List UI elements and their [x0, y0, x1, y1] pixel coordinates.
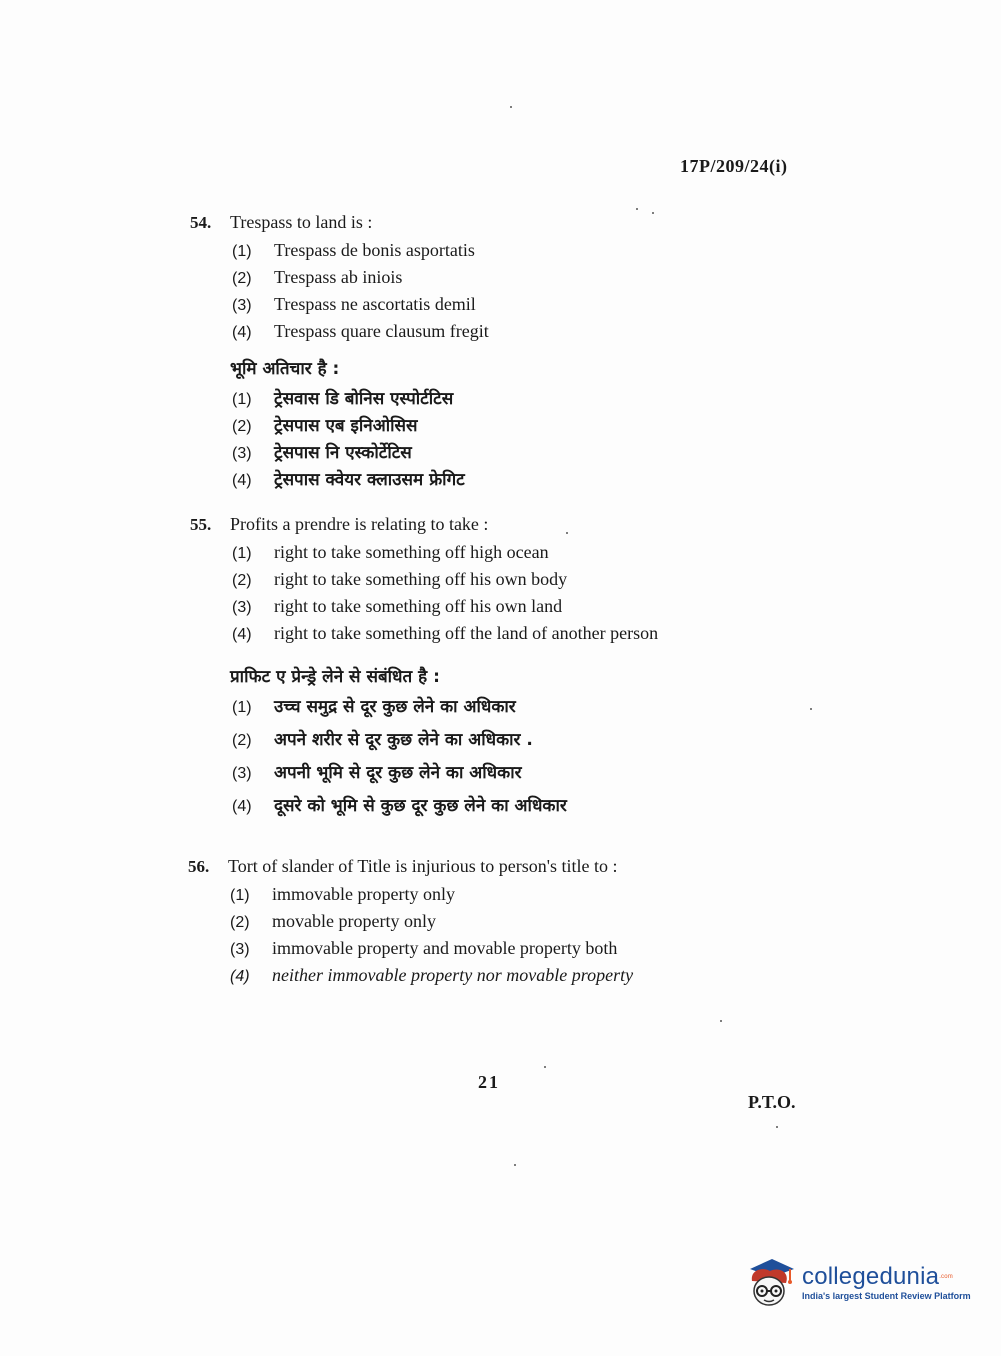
option-text: ट्रेसपास क्वेयर क्लाउसम फ्रेगिट — [274, 470, 465, 490]
option-1 — [232, 240, 489, 267]
option-1 — [232, 542, 658, 569]
option-text: right to take something off high ocean — [274, 542, 549, 562]
collegedunia-logo — [742, 1252, 974, 1314]
option-number: (3) — [232, 297, 252, 314]
question-stem — [188, 856, 633, 884]
brand-name: collegedunia — [802, 1263, 940, 1290]
option-text: ट्रेसवास डि बोनिस एस्पोर्टटिस — [274, 389, 454, 409]
logo-tagline: India's largest Student Review Platform — [802, 1291, 971, 1301]
question-number: 56. — [188, 857, 210, 876]
hindi-question-text: भूमि अतिचार है : — [230, 359, 340, 379]
option-number: (3) — [232, 599, 252, 616]
question-56 — [188, 856, 633, 992]
option-number: (1) — [232, 243, 252, 260]
scan-speck — [566, 532, 568, 534]
option-number: (3) — [230, 941, 250, 958]
option-4 — [230, 965, 633, 992]
question-number: 54. — [190, 213, 212, 232]
option-2 — [232, 267, 489, 294]
option-number: (1) — [232, 699, 252, 716]
option-text: Trespass ab iniois — [274, 267, 403, 287]
option-number: (3) — [232, 765, 252, 782]
mascot-icon — [742, 1255, 798, 1311]
option-3 — [232, 294, 489, 321]
hindi-option-1 — [232, 386, 489, 413]
hindi-option-3 — [232, 440, 489, 467]
paper-code: 17P/209/24(i) — [680, 156, 788, 176]
scan-speck — [720, 1020, 722, 1022]
option-text: immovable property and movable property both — [272, 938, 618, 958]
option-number: (4) — [232, 472, 252, 489]
option-number: (2) — [230, 914, 250, 931]
option-text: ट्रेसपास एब इनिओसिस — [274, 416, 418, 436]
option-text: अपने शरीर से दूर कुछ लेने का अधिकार . — [274, 730, 533, 750]
option-number: (1) — [232, 545, 252, 562]
option-4 — [232, 623, 658, 650]
option-number: (2) — [232, 418, 252, 435]
option-2 — [230, 911, 633, 938]
hindi-option-3 — [232, 760, 658, 793]
option-text: right to take something off the land of another person — [274, 623, 659, 643]
option-number: (1) — [230, 887, 250, 904]
option-number: (3) — [232, 445, 252, 462]
option-text: Trespass ne ascortatis demil — [274, 294, 476, 314]
option-number: (2) — [232, 732, 252, 749]
option-2 — [232, 569, 658, 596]
option-text: दूसरे को भूमि से कुछ दूर कुछ लेने का अधिकार — [274, 796, 567, 816]
option-3 — [230, 938, 633, 965]
option-text: उच्च समुद्र से दूर कुछ लेने का अधिकार — [274, 697, 516, 717]
question-54 — [190, 212, 489, 494]
scan-speck — [636, 208, 638, 210]
scan-speck — [510, 106, 512, 108]
question-stem — [190, 212, 489, 240]
option-text: Trespass quare clausum fregit — [274, 321, 489, 341]
option-text: right to take something off his own body — [274, 569, 568, 589]
option-text: ट्रेसपास नि एस्कोर्टेटिस — [274, 443, 412, 463]
question-number: 55. — [190, 515, 212, 534]
page-number: 21 — [478, 1072, 500, 1092]
pto-label: P.T.O. — [748, 1092, 796, 1112]
option-text: right to take something off his own land — [274, 596, 563, 616]
option-4 — [232, 321, 489, 348]
option-text: movable property only — [272, 911, 436, 931]
option-text: Trespass de bonis asportatis — [274, 240, 475, 260]
option-number: (1) — [232, 391, 252, 408]
option-text: अपनी भूमि से दूर कुछ लेने का अधिकार — [274, 763, 522, 783]
scan-speck — [514, 1164, 516, 1166]
option-number: (4) — [230, 968, 250, 985]
question-stem — [190, 514, 658, 542]
option-text: neither immovable property nor movable property — [272, 965, 634, 985]
scan-speck — [776, 1126, 778, 1128]
option-number: (2) — [232, 270, 252, 287]
logo-text — [802, 1264, 971, 1302]
hindi-question-text: प्राफिट ए प्रेन्ड्रे लेने से संबंधित है : — [230, 667, 440, 687]
question-55 — [190, 514, 658, 826]
option-number: (4) — [232, 798, 252, 815]
hindi-option-2 — [232, 727, 658, 760]
brand-suffix: .com — [939, 1274, 953, 1280]
hindi-option-4 — [232, 793, 658, 826]
option-number: (4) — [232, 324, 252, 341]
option-number: (4) — [232, 626, 252, 643]
hindi-option-4 — [232, 467, 489, 494]
option-1 — [230, 884, 633, 911]
logo-name — [802, 1264, 971, 1290]
option-text: immovable property only — [272, 884, 455, 904]
question-text: Trespass to land is : — [230, 212, 373, 232]
question-text: Tort of slander of Title is injurious to person's title to : — [228, 856, 618, 876]
option-number: (2) — [232, 572, 252, 589]
scan-speck — [544, 1066, 546, 1068]
option-3 — [232, 596, 658, 623]
scan-speck — [810, 708, 812, 710]
hindi-option-2 — [232, 413, 489, 440]
scan-speck — [652, 212, 654, 214]
hindi-option-1 — [232, 694, 658, 727]
question-text: Profits a prendre is relating to take : — [230, 514, 489, 534]
